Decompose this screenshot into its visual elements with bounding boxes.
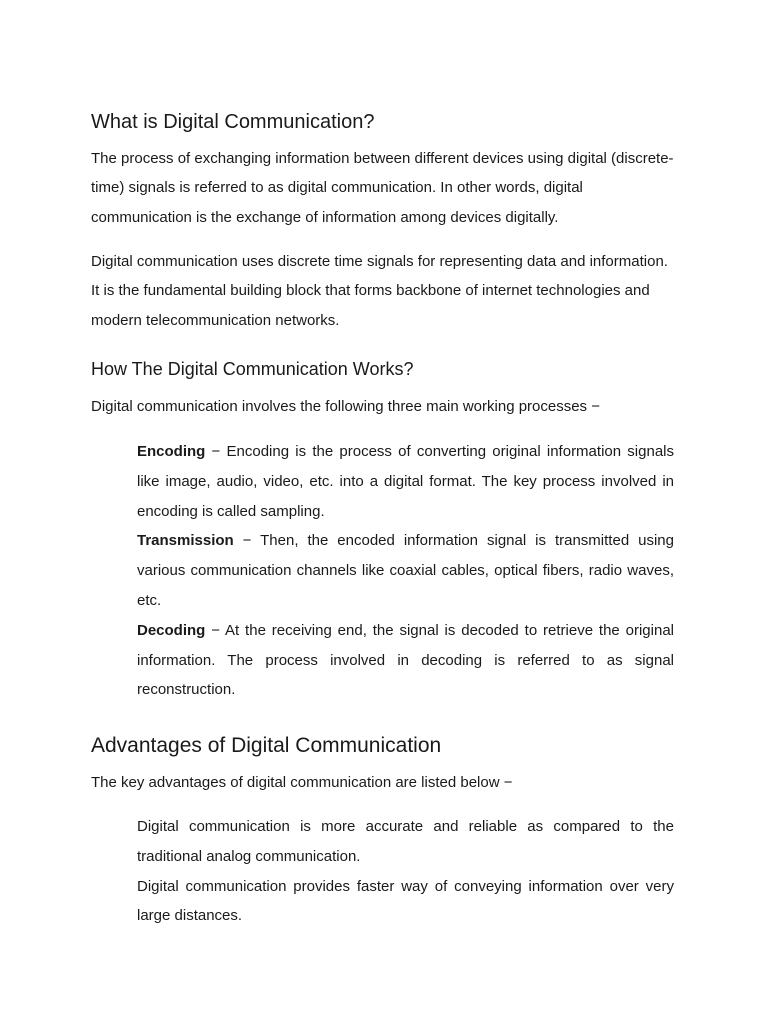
heading-advantages: Advantages of Digital Communication	[91, 734, 442, 757]
paragraph-discrete-signals: Digital communication uses discrete time signals for representing data and information. It is the fundamental building block that forms backbone of internet technologies and modern telecommunication networks.	[91, 253, 668, 329]
description-transmission: − Then, the encoded information signal is transmitted using various communication channels like coaxial cables, optical fibers, radio waves, etc.	[137, 532, 674, 609]
term-decoding: Decoding	[137, 621, 206, 639]
paragraph-processes-intro: Digital communication involves the following three main working processes −	[91, 398, 600, 415]
list-item-advantage-accuracy: Digital communication is more accurate and reliable as compared to the traditional analog communication.	[137, 818, 674, 865]
list-item-advantage-speed: Digital communication provides faster way of conveying information over very large distances.	[137, 877, 674, 925]
list-item-encoding	[137, 437, 674, 526]
description-encoding: − Encoding is the process of converting original information signals like image, audio, video, etc. into a digital format. The key process involved in encoding is called sampling.	[137, 443, 674, 520]
description-decoding: − At the receiving end, the signal is decoded to retrieve the original information. The process involved in decoding is referred to as signal reconstruction.	[137, 621, 674, 699]
term-transmission: Transmission	[137, 532, 234, 550]
advantages-list	[137, 812, 674, 931]
term-encoding: Encoding	[137, 443, 206, 460]
paragraph-advantages-intro: The key advantages of digital communication are listed below −	[91, 774, 513, 791]
heading-what-is-digital-communication: What is Digital Communication?	[91, 111, 375, 133]
list-item-decoding	[137, 616, 674, 705]
list-item-transmission	[137, 526, 674, 615]
heading-how-it-works: How The Digital Communication Works?	[91, 359, 414, 379]
paragraph-definition: The process of exchanging information between different devices using digital (discrete-time) signals is referred to as digital communication. In other words, digital communication is the exchange of information among devices digitally.	[91, 150, 674, 226]
process-list	[137, 437, 674, 705]
